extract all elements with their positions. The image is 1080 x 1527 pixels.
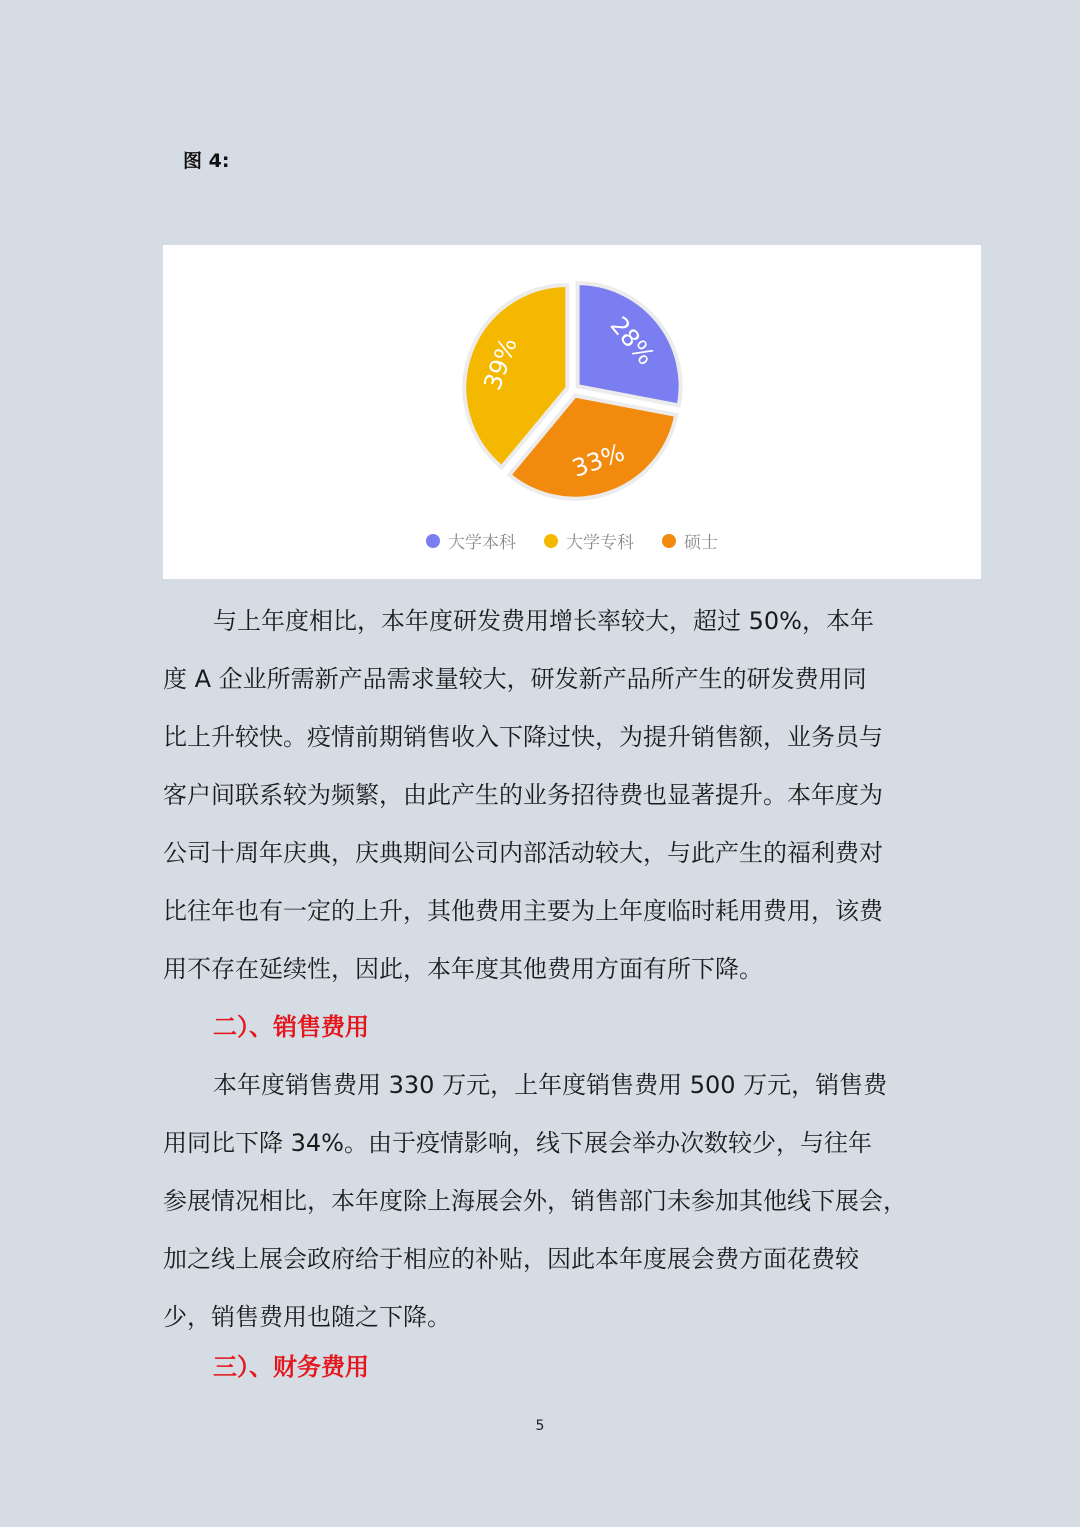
legend-label: 大学本科 [448,533,516,553]
pie-slice-label: 39% [478,334,523,394]
paragraph-line: 公司十周年庆典，庆典期间公司内部活动较大，与此产生的福利费对 [163,839,883,867]
paragraph-rd-expenses [163,592,917,998]
legend-item-0 [426,528,516,553]
paragraph-line: 参展情况相比，本年度除上海展会外，销售部门未参加其他线下展会， [163,1187,907,1215]
legend-label: 硕士 [684,533,718,553]
paragraph-line: 用不存在延续性，因此，本年度其他费用方面有所下降。 [163,955,763,983]
section-heading-sales: 二）、销售费用 [213,1013,369,1041]
legend-dot-icon [544,534,558,548]
paragraph-line: 用同比下降 34%。由于疫情影响，线下展会举办次数较少，与往年 [163,1129,872,1157]
legend-item-2 [662,528,718,553]
legend-dot-icon [662,534,676,548]
paragraph-line: 客户间联系较为频繁，由此产生的业务招待费也显著提升。本年度为 [163,781,883,809]
legend-label: 大学专科 [566,533,634,553]
pie-slice-label: 28% [604,311,661,371]
paragraph-line: 度 A 企业所需新产品需求量较大，研发新产品所产生的研发费用同 [163,665,867,693]
paragraph-line: 比往年也有一定的上升，其他费用主要为上年度临时耗用费用，该费 [163,897,883,925]
paragraph-line: 比上升较快。疫情前期销售收入下降过快，为提升销售额，业务员与 [163,723,883,751]
page-number: 5 [535,1418,545,1434]
legend-dot-icon [426,534,440,548]
figure-caption: 图 4: [183,150,230,172]
chart-legend [163,528,981,553]
paragraph-line: 与上年度相比，本年度研发费用增长率较大，超过 50%，本年 [213,607,874,635]
legend-item-1 [544,528,634,553]
paragraph-sales-expenses [163,1056,917,1346]
pie-slice-label: 33% [568,438,629,483]
paragraph-line: 少，销售费用也随之下降。 [163,1303,451,1331]
paragraph-line: 加之线上展会政府给于相应的补贴，因此本年度展会费方面花费较 [163,1245,859,1273]
section-heading-finance: 三）、财务费用 [213,1353,369,1381]
paragraph-line: 本年度销售费用 330 万元，上年度销售费用 500 万元，销售费 [213,1071,888,1099]
